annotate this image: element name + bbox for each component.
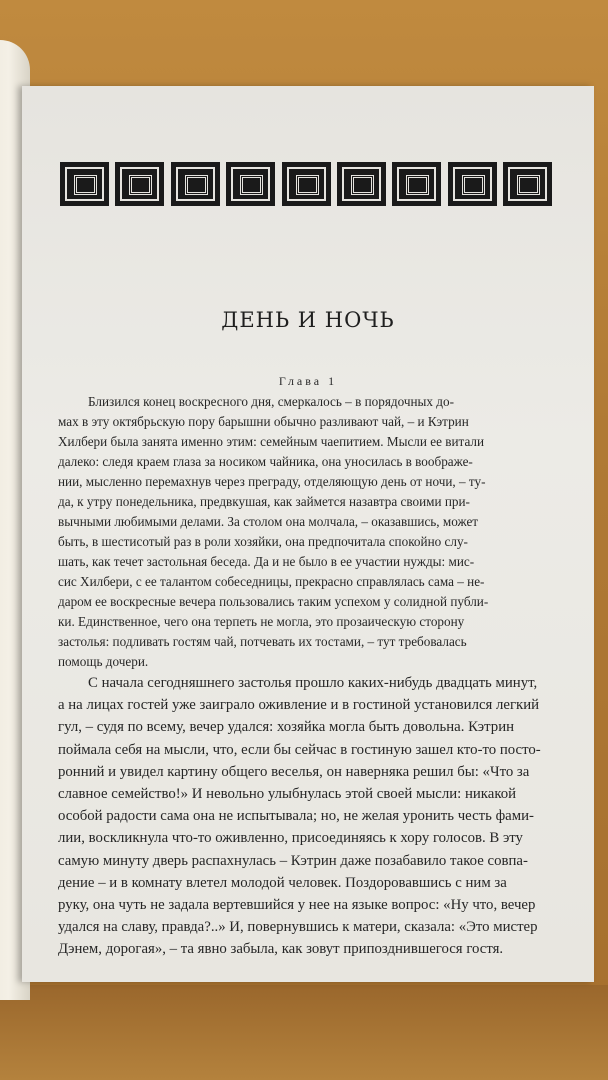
text-line: Близился конец воскресного дня, смеркалось – в порядочных до-	[88, 394, 455, 409]
text-line: помощь дочери.	[58, 654, 149, 669]
chapter-heading: Глава 1	[278, 374, 338, 388]
text-line: шать, как течет застольная беседа. Да и не было в ее участии нужды: мис-	[58, 554, 475, 569]
text-line: сис Хилбери, с ее талантом собеседницы, прекрасно справлялась сама – не-	[58, 574, 485, 589]
text-line: мах в эту октябрьскую пору барышни обычно разливают чай, – и Кэтрин	[58, 414, 469, 429]
paragraph-1	[58, 392, 578, 672]
ornament-tile-icon	[392, 162, 441, 206]
text-line: быть, в шестисотый раз в роли хозяйки, она предпочитала спокойно слу-	[58, 534, 468, 549]
text-line: вычными любимыми делами. За столом она молчала, – оказавшись, может	[58, 514, 479, 529]
table-edge	[0, 985, 608, 1080]
text-line: славное семейство!» И невольно улыбнулась этой своей мысли: никакой	[58, 785, 517, 802]
page-title: ДЕНЬ И НОЧЬ	[221, 308, 395, 332]
text-line: дение – и в комнату влетел молодой человек. Поздоровавшись с ним за	[58, 874, 507, 891]
paragraph-2	[58, 672, 578, 960]
text-line: ки. Единственное, чего она терпеть не могла, это прозаическую сторону	[58, 614, 465, 629]
text-line: далеко: следя краем глаза за носиком чайника, она уносилась в воображе-	[58, 454, 473, 469]
text-line: Дэнем, дорогая», – та явно забыла, как зовут припозднившегося гостя.	[58, 941, 504, 958]
ornament-tile-icon	[171, 162, 220, 206]
text-line: удался на славу, правда?..» И, повернувшись к матери, сказала: «Это мистер	[58, 919, 538, 936]
text-line: самую минуту дверь распахнулась – Кэтрин даже позабавило такое совпа-	[58, 852, 528, 869]
text-line: лии, воскликнула что-то оживленно, присоединяясь к хору голосов. В эту	[58, 830, 523, 847]
book-page	[22, 86, 594, 982]
ornament-tile-icon	[60, 162, 109, 206]
text-line: ронний и увидел картину общего веселья, он наверняка решил бы: «Что за	[58, 763, 530, 780]
ornament-tile-icon	[448, 162, 497, 206]
text-line: С начала сегодняшнего застолья прошло каких-нибудь двадцать минут,	[88, 675, 538, 691]
ornament-tile-icon	[503, 162, 552, 206]
text-line: руку, она чуть не задала вертевшийся у нее на языке вопрос: «Ну что, вечер	[58, 896, 536, 913]
body-text	[58, 392, 578, 960]
ornament-tile-icon	[337, 162, 386, 206]
ornament-tile-icon	[282, 162, 331, 206]
text-line: поймала себя на мысли, что, если бы сейчас в гостиную зашел кто-то посто-	[58, 741, 541, 758]
text-line: даром ее воскресные вечера пользовались таким успехом у солидной публи-	[58, 594, 489, 609]
text-line: гул, – судя по всему, вечер удался: хозяйка могла быть довольна. Кэтрин	[58, 719, 515, 736]
ornament-tile-icon	[115, 162, 164, 206]
text-line: особой радости сама она не испытывала; но, не желая уронить честь фами-	[58, 808, 534, 825]
text-line: нии, мысленно перемахнув через преграду, отделяющую день от ночи, – ту-	[58, 474, 486, 489]
text-line: застолья: подливать гостям чай, потчевать их тостами, – тут требовалась	[58, 634, 467, 649]
ornamental-header-border	[60, 162, 552, 206]
text-line: Хилбери была занята именно этим: семейным чаепитием. Мысли ее витали	[58, 434, 485, 449]
text-line: а на лицах гостей уже заиграло оживление и в гостиной установился легкий	[58, 697, 540, 714]
text-line: да, к утру понедельника, предвкушая, как займется назавтра своими при-	[58, 494, 470, 509]
ornament-tile-icon	[226, 162, 275, 206]
